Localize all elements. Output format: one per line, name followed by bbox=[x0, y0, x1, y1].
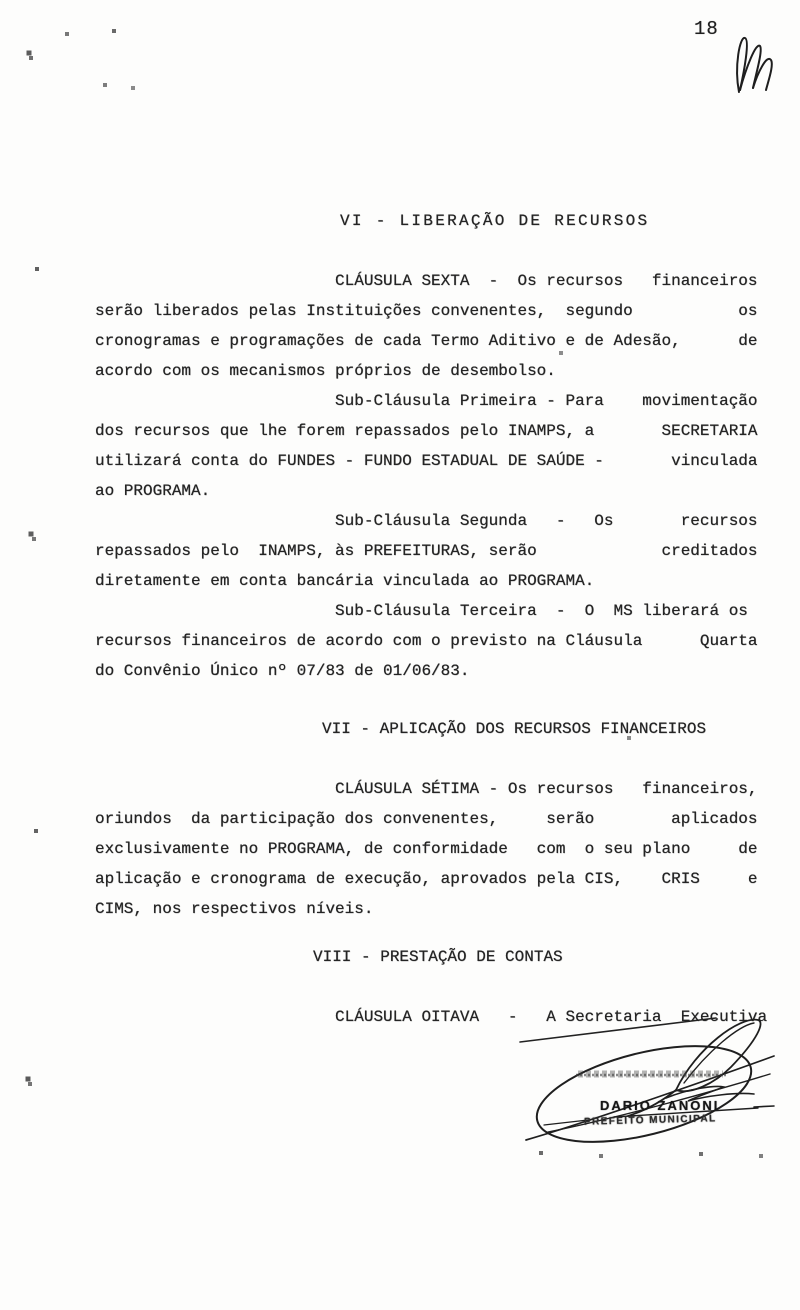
text-line: repassados pelo INAMPS, às PREFEITURAS, serão creditados bbox=[95, 542, 758, 560]
clauses-section-vi bbox=[95, 266, 775, 686]
text-line: CLÁUSULA SEXTA - Os recursos financeiros bbox=[95, 272, 758, 290]
section-heading-vi: VI - LIBERAÇÃO DE RECURSOS bbox=[340, 212, 650, 230]
text-line: recursos financeiros de acordo com o previsto na Cláusula Quarta bbox=[95, 632, 758, 650]
stamp-official-title: PREFEITO MUNICIPAL bbox=[583, 1113, 717, 1128]
stamp-illegible-line bbox=[576, 1074, 726, 1075]
text-line: serão liberados pelas Instituições convenentes, segundo os bbox=[95, 302, 758, 320]
text-line: CLÁUSULA SÉTIMA - Os recursos financeiros, bbox=[95, 780, 758, 798]
text-line: diretamente em conta bancária vinculada ao PROGRAMA. bbox=[95, 572, 595, 590]
text-line: Sub-Cláusula Segunda - Os recursos bbox=[95, 512, 758, 530]
text-line: ao PROGRAMA. bbox=[95, 482, 211, 500]
text-line: CLÁUSULA OITAVA - A Secretaria Executiva bbox=[95, 1008, 768, 1026]
text-line: dos recursos que lhe forem repassados pelo INAMPS, a SECRETARIA bbox=[95, 422, 758, 440]
clauses-section-vii bbox=[95, 774, 775, 924]
text-line: CIMS, nos respectivos níveis. bbox=[95, 900, 374, 918]
stamp-official-name: DARIO ZANONI bbox=[600, 1098, 720, 1113]
text-line: exclusivamente no PROGRAMA, de conformidade com o seu plano de bbox=[95, 840, 758, 858]
text-line: oriundos da participação dos convenentes, serão aplicados bbox=[95, 810, 758, 828]
section-heading-viii: VIII - PRESTAÇÃO DE CONTAS bbox=[313, 948, 563, 966]
signature-flourish bbox=[518, 1012, 780, 1162]
text-line: cronogramas e programações de cada Termo Aditivo e de Adesão, de bbox=[95, 332, 758, 350]
text-line: aplicação e cronograma de execução, aprovados pela CIS, CRIS e bbox=[95, 870, 758, 888]
page-number: 18 bbox=[694, 18, 719, 40]
text-line: acordo com os mecanismos próprios de desembolso. bbox=[95, 362, 556, 380]
handwritten-initials bbox=[731, 24, 783, 104]
section-heading-vii: VII - APLICAÇÃO DOS RECURSOS FINANCEIROS bbox=[322, 720, 707, 738]
text-line: Sub-Cláusula Terceira - O MS liberará os bbox=[95, 602, 748, 620]
document-body bbox=[95, 206, 775, 1032]
text-line: utilizará conta do FUNDES - FUNDO ESTADUAL DE SAÚDE - vinculada bbox=[95, 452, 758, 470]
text-line: do Convênio Único nº 07/83 de 01/06/83. bbox=[95, 662, 470, 680]
text-line: Sub-Cláusula Primeira - Para movimentação bbox=[95, 392, 758, 410]
scan-specks bbox=[0, 0, 2, 2]
signature-block bbox=[518, 1012, 780, 1162]
